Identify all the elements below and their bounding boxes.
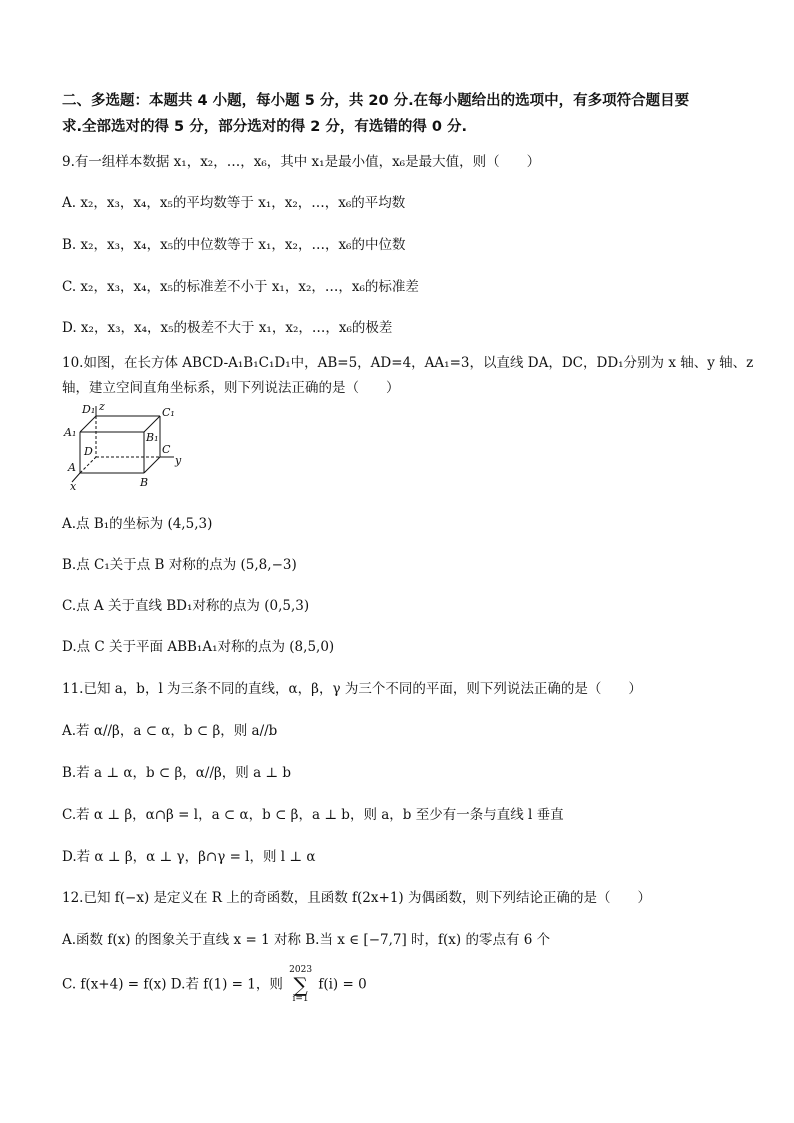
- q10-option-c: C.点 A 关于直线 BD₁对称的点为 (0,5,3): [62, 598, 310, 614]
- label-c: C: [162, 443, 171, 456]
- q9-stem: 9.有一组样本数据 x₁，x₂，…，x₆，其中 x₁是最小值，x₆是最大值，则（ ）: [62, 154, 541, 170]
- label-a: A: [68, 461, 76, 474]
- section-header-line-1: 二、多选题：本题共 4 小题，每小题 5 分，共 20 分.在每小题给出的选项中，有多项符合题目要: [62, 93, 690, 109]
- q9-option-a: A. x₂，x₃，x₄，x₅的平均数等于 x₁，x₂，…，x₆的平均数: [62, 195, 406, 211]
- label-x: x: [70, 480, 77, 492]
- q12-options-c-d-text: C. f(x+4) = f(x) D.若 f(1) = 1，则: [62, 976, 283, 993]
- q10-stem-line-2: 轴，建立空间直角坐标系，则下列说法正确的是（ ）: [62, 380, 400, 396]
- label-b: B: [140, 476, 149, 489]
- label-d1: D₁: [82, 403, 96, 416]
- label-c1: C₁: [162, 406, 175, 419]
- sum-expression: f(i) = 0: [318, 976, 367, 993]
- q10-option-a: A.点 B₁的坐标为 (4,5,3): [62, 516, 213, 532]
- label-z: z: [99, 400, 105, 413]
- q9-option-d: D. x₂，x₃，x₄，x₅的极差不大于 x₁，x₂，…，x₆的极差: [62, 320, 393, 336]
- q11-stem: 11.已知 a，b，l 为三条不同的直线，α，β，γ 为三个不同的平面，则下列说法正确的是（ ）: [62, 681, 642, 697]
- q11-option-c: C.若 α ⊥ β，α∩β = l，a ⊂ α，b ⊂ β，a ⊥ b，则 a，b 至少有一条与直线 l 垂直: [62, 807, 564, 823]
- q12-stem: 12.已知 f(−x) 是定义在 R 上的奇函数，且函数 f(2x+1) 为偶函数，则下列结论正确的是（ ）: [62, 890, 651, 906]
- q11-option-d: D.若 α ⊥ β，α ⊥ γ，β∩γ = l，则 l ⊥ α: [62, 849, 316, 865]
- summation: [289, 966, 312, 1004]
- q10-option-b: B.点 C₁关于点 B 对称的点为 (5,8,−3): [62, 557, 297, 573]
- q9-option-b: B. x₂，x₃，x₄，x₅的中位数等于 x₁，x₂，…，x₆的中位数: [62, 237, 406, 253]
- q10-stem-line-1: 10.如图，在长方体 ABCD-A₁B₁C₁D₁中，AB=5，AD=4，AA₁=3，以直线 DA，DC，DD₁分别为 x 轴、y 轴、z: [62, 355, 754, 371]
- sum-upper-limit: 2023: [289, 965, 313, 975]
- label-y: y: [175, 454, 182, 467]
- sum-lower-limit: i=1: [292, 994, 309, 1004]
- edge-a-d-hidden: [80, 457, 96, 473]
- q12-options-a-b: A.函数 f(x) 的图象关于直线 x = 1 对称 B.当 x ∈ [−7,7] 时，f(x) 的零点有 6 个: [62, 932, 551, 948]
- sigma-symbol: ∑: [293, 973, 308, 997]
- section-header-line-2: 求.全部选对的得 5 分，部分选对的得 2 分，有选错的得 0 分.: [62, 119, 468, 135]
- cuboid-figure: [60, 400, 190, 492]
- edge-a1-d1: [80, 416, 96, 432]
- label-d: D: [84, 445, 93, 458]
- label-a1: A₁: [64, 426, 77, 439]
- q11-option-b: B.若 a ⊥ α，b ⊂ β，α//β，则 a ⊥ b: [62, 765, 292, 781]
- q9-option-c: C. x₂，x₃，x₄，x₅的标准差不小于 x₁，x₂，…，x₆的标准差: [62, 279, 419, 295]
- edge-b-c: [144, 457, 160, 473]
- section-header: [62, 88, 742, 140]
- q12-options-c-d: [62, 966, 367, 1004]
- q10-option-d: D.点 C 关于平面 ABB₁A₁对称的点为 (8,5,0): [62, 639, 335, 655]
- edge-b1-c1: [144, 416, 160, 432]
- label-b1: B₁: [146, 431, 159, 444]
- q11-option-a: A.若 α//β，a ⊂ α，b ⊂ β，则 a//b: [62, 723, 278, 739]
